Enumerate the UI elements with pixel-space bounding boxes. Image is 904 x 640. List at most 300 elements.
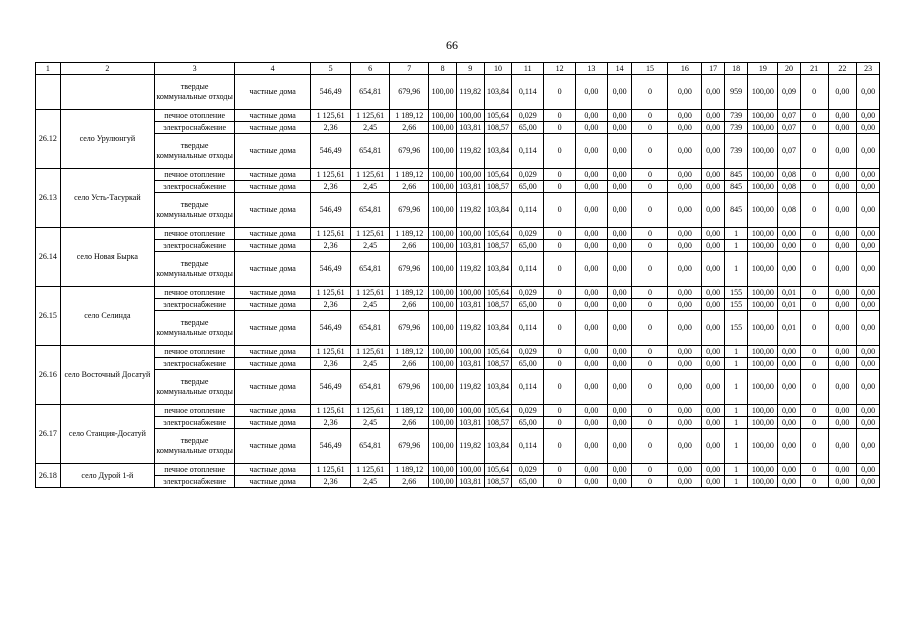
value-cell: 0,00: [668, 358, 702, 370]
value-cell: 0,029: [512, 464, 544, 476]
value-cell: 0,00: [857, 370, 880, 405]
housing-type-cell: частные дома: [235, 110, 311, 122]
service-type-cell: печное отопление: [155, 464, 235, 476]
table-row: [36, 122, 880, 134]
housing-type-cell: частные дома: [235, 240, 311, 252]
value-cell: 0,00: [668, 370, 702, 405]
value-cell: 0,00: [857, 240, 880, 252]
value-cell: 0,00: [828, 405, 857, 417]
value-cell: 0,01: [778, 311, 801, 346]
value-cell: 0,08: [778, 169, 801, 181]
value-cell: 0,00: [828, 311, 857, 346]
value-cell: 108,57: [484, 476, 512, 488]
value-cell: 100,00: [748, 405, 778, 417]
value-cell: 103,81: [456, 299, 484, 311]
value-cell: 0,00: [702, 75, 725, 110]
housing-type-cell: частные дома: [235, 429, 311, 464]
value-cell: 103,81: [456, 122, 484, 134]
value-cell: 100,00: [456, 110, 484, 122]
value-cell: 108,57: [484, 417, 512, 429]
value-cell: 1: [724, 240, 748, 252]
value-cell: 0,00: [702, 311, 725, 346]
value-cell: 100,00: [748, 252, 778, 287]
value-cell: 0,00: [828, 134, 857, 169]
value-cell: 1 125,61: [351, 405, 390, 417]
value-cell: 119,82: [456, 311, 484, 346]
value-cell: 0,00: [702, 181, 725, 193]
value-cell: 0: [544, 346, 576, 358]
value-cell: 0: [632, 370, 668, 405]
value-cell: 0,114: [512, 252, 544, 287]
value-cell: 679,96: [390, 75, 429, 110]
value-cell: 0,00: [607, 429, 632, 464]
service-type-cell: твердые коммунальные отходы: [155, 75, 235, 110]
value-cell: 0: [800, 370, 828, 405]
value-cell: 0,00: [576, 228, 608, 240]
value-cell: 0: [632, 476, 668, 488]
housing-type-cell: частные дома: [235, 346, 311, 358]
housing-type-cell: частные дома: [235, 228, 311, 240]
value-cell: 0,00: [828, 464, 857, 476]
value-cell: 100,00: [456, 169, 484, 181]
value-cell: 0,00: [607, 417, 632, 429]
value-cell: 0,00: [668, 346, 702, 358]
value-cell: 2,36: [311, 358, 351, 370]
value-cell: 1 125,61: [351, 110, 390, 122]
value-cell: 105,64: [484, 110, 512, 122]
value-cell: 2,36: [311, 417, 351, 429]
value-cell: 2,66: [390, 181, 429, 193]
header-cell: 2: [60, 63, 154, 75]
header-cell: 11: [512, 63, 544, 75]
value-cell: 0,00: [702, 370, 725, 405]
value-cell: 0,00: [778, 240, 801, 252]
value-cell: 0,029: [512, 228, 544, 240]
table-row: [36, 169, 880, 181]
value-cell: 0,00: [828, 169, 857, 181]
locality-name-cell: село Дурой 1-й: [60, 464, 154, 488]
value-cell: 0,00: [702, 252, 725, 287]
value-cell: 0,00: [668, 110, 702, 122]
value-cell: 0: [544, 358, 576, 370]
value-cell: 0,00: [668, 429, 702, 464]
number-cell: [36, 75, 61, 110]
value-cell: 0,00: [778, 370, 801, 405]
value-cell: 1 125,61: [311, 287, 351, 299]
value-cell: 0,00: [828, 299, 857, 311]
value-cell: 0,00: [576, 346, 608, 358]
value-cell: 739: [724, 122, 748, 134]
header-cell: 19: [748, 63, 778, 75]
value-cell: 2,66: [390, 417, 429, 429]
table-row: [36, 75, 880, 110]
value-cell: 0: [544, 405, 576, 417]
value-cell: 679,96: [390, 311, 429, 346]
value-cell: 1 189,12: [390, 405, 429, 417]
value-cell: 0,00: [668, 122, 702, 134]
value-cell: 0: [544, 370, 576, 405]
value-cell: 0,00: [668, 405, 702, 417]
value-cell: 0,00: [828, 252, 857, 287]
value-cell: 0,00: [576, 169, 608, 181]
service-type-cell: твердые коммунальные отходы: [155, 311, 235, 346]
header-cell: 1: [36, 63, 61, 75]
value-cell: 1 189,12: [390, 169, 429, 181]
value-cell: 1 125,61: [351, 287, 390, 299]
value-cell: 0: [632, 299, 668, 311]
value-cell: 0,00: [857, 110, 880, 122]
value-cell: 845: [724, 181, 748, 193]
value-cell: 0: [800, 252, 828, 287]
value-cell: 0,00: [576, 181, 608, 193]
value-cell: 119,82: [456, 370, 484, 405]
value-cell: 100,00: [748, 110, 778, 122]
value-cell: 0,114: [512, 134, 544, 169]
locality-number-cell: 26.15: [36, 287, 61, 346]
value-cell: 0,00: [702, 169, 725, 181]
service-type-cell: твердые коммунальные отходы: [155, 193, 235, 228]
value-cell: 0: [544, 464, 576, 476]
locality-number-cell: 26.14: [36, 228, 61, 287]
value-cell: 0: [544, 110, 576, 122]
header-cell: 5: [311, 63, 351, 75]
value-cell: 0,00: [576, 193, 608, 228]
value-cell: 100,00: [429, 240, 457, 252]
locality-number-cell: 26.13: [36, 169, 61, 228]
value-cell: 0,00: [828, 193, 857, 228]
value-cell: 65,00: [512, 417, 544, 429]
table-row: [36, 311, 880, 346]
value-cell: 1: [724, 346, 748, 358]
header-cell: 15: [632, 63, 668, 75]
table-row: [36, 370, 880, 405]
value-cell: 100,00: [748, 417, 778, 429]
value-cell: 0,00: [576, 370, 608, 405]
value-cell: 100,00: [429, 169, 457, 181]
value-cell: 0: [544, 134, 576, 169]
value-cell: 0,00: [778, 417, 801, 429]
table-row: [36, 405, 880, 417]
value-cell: 679,96: [390, 370, 429, 405]
header-cell: 6: [351, 63, 390, 75]
header-cell: 21: [800, 63, 828, 75]
value-cell: 0,00: [576, 240, 608, 252]
value-cell: 0,01: [778, 287, 801, 299]
value-cell: 100,00: [748, 228, 778, 240]
value-cell: 2,45: [351, 240, 390, 252]
value-cell: 0,00: [828, 228, 857, 240]
locality-number-cell: 26.18: [36, 464, 61, 488]
value-cell: 0,00: [857, 75, 880, 110]
value-cell: 0: [800, 110, 828, 122]
value-cell: 100,00: [429, 370, 457, 405]
value-cell: 100,00: [429, 122, 457, 134]
value-cell: 0: [544, 287, 576, 299]
value-cell: 0,00: [668, 464, 702, 476]
service-type-cell: электроснабжение: [155, 240, 235, 252]
housing-type-cell: частные дома: [235, 75, 311, 110]
value-cell: 0: [544, 252, 576, 287]
value-cell: 0,08: [778, 193, 801, 228]
value-cell: 0,00: [607, 240, 632, 252]
value-cell: 100,00: [456, 287, 484, 299]
housing-type-cell: частные дома: [235, 134, 311, 169]
value-cell: 0: [544, 169, 576, 181]
service-type-cell: печное отопление: [155, 228, 235, 240]
value-cell: 654,81: [351, 370, 390, 405]
value-cell: 2,36: [311, 181, 351, 193]
value-cell: 0,00: [576, 122, 608, 134]
value-cell: 0,00: [576, 134, 608, 169]
value-cell: 0,00: [607, 228, 632, 240]
value-cell: 546,49: [311, 252, 351, 287]
header-cell: 18: [724, 63, 748, 75]
value-cell: 100,00: [429, 464, 457, 476]
value-cell: 0,00: [857, 311, 880, 346]
value-cell: 0,00: [668, 228, 702, 240]
value-cell: 100,00: [748, 75, 778, 110]
value-cell: 0,00: [857, 193, 880, 228]
value-cell: 0: [632, 75, 668, 110]
value-cell: 103,81: [456, 240, 484, 252]
value-cell: 103,81: [456, 358, 484, 370]
value-cell: 100,00: [429, 405, 457, 417]
value-cell: 0: [632, 287, 668, 299]
value-cell: 103,84: [484, 75, 512, 110]
value-cell: 0: [800, 134, 828, 169]
locality-number-cell: 26.17: [36, 405, 61, 464]
value-cell: 0,00: [857, 346, 880, 358]
housing-type-cell: частные дома: [235, 252, 311, 287]
value-cell: 0,00: [778, 429, 801, 464]
value-cell: 0,00: [607, 169, 632, 181]
value-cell: 100,00: [429, 134, 457, 169]
value-cell: 0,00: [607, 311, 632, 346]
service-type-cell: электроснабжение: [155, 476, 235, 488]
header-cell: 12: [544, 63, 576, 75]
value-cell: 0,00: [828, 417, 857, 429]
housing-type-cell: частные дома: [235, 370, 311, 405]
value-cell: 65,00: [512, 476, 544, 488]
value-cell: 0: [800, 299, 828, 311]
value-cell: 0,00: [576, 287, 608, 299]
value-cell: 1: [724, 417, 748, 429]
service-type-cell: электроснабжение: [155, 122, 235, 134]
table-row: [36, 287, 880, 299]
value-cell: 65,00: [512, 181, 544, 193]
value-cell: 103,81: [456, 476, 484, 488]
value-cell: 546,49: [311, 193, 351, 228]
value-cell: 155: [724, 299, 748, 311]
value-cell: 0: [800, 429, 828, 464]
housing-type-cell: частные дома: [235, 417, 311, 429]
service-type-cell: электроснабжение: [155, 358, 235, 370]
value-cell: 100,00: [748, 358, 778, 370]
value-cell: 100,00: [748, 193, 778, 228]
locality-name-cell: село Восточный Досатуй: [60, 346, 154, 405]
table-row: [36, 134, 880, 169]
value-cell: 65,00: [512, 240, 544, 252]
value-cell: 0,00: [607, 287, 632, 299]
value-cell: 0,00: [668, 299, 702, 311]
table-row: [36, 252, 880, 287]
value-cell: 0,09: [778, 75, 801, 110]
locality-name-cell: село Урулюнгуй: [60, 110, 154, 169]
locality-name-cell: село Новая Бырка: [60, 228, 154, 287]
value-cell: 1 125,61: [311, 346, 351, 358]
value-cell: 0,00: [857, 228, 880, 240]
value-cell: 0: [544, 75, 576, 110]
value-cell: 2,36: [311, 122, 351, 134]
value-cell: 0: [632, 346, 668, 358]
value-cell: 103,84: [484, 429, 512, 464]
value-cell: 546,49: [311, 134, 351, 169]
value-cell: 100,00: [748, 370, 778, 405]
value-cell: 654,81: [351, 75, 390, 110]
value-cell: 0: [544, 240, 576, 252]
value-cell: 105,64: [484, 464, 512, 476]
value-cell: 100,00: [456, 346, 484, 358]
value-cell: 0,00: [828, 240, 857, 252]
value-cell: 679,96: [390, 252, 429, 287]
value-cell: 0,00: [607, 405, 632, 417]
value-cell: 1 125,61: [311, 228, 351, 240]
value-cell: 103,81: [456, 181, 484, 193]
value-cell: 100,00: [429, 346, 457, 358]
value-cell: 0,00: [857, 287, 880, 299]
value-cell: 1: [724, 429, 748, 464]
value-cell: 1 189,12: [390, 228, 429, 240]
value-cell: 0,00: [576, 75, 608, 110]
value-cell: 100,00: [748, 464, 778, 476]
value-cell: 1 189,12: [390, 287, 429, 299]
value-cell: 100,00: [456, 464, 484, 476]
value-cell: 0: [632, 429, 668, 464]
housing-type-cell: частные дома: [235, 476, 311, 488]
header-cell: 7: [390, 63, 429, 75]
value-cell: 100,00: [748, 240, 778, 252]
value-cell: 105,64: [484, 346, 512, 358]
value-cell: 0,00: [778, 405, 801, 417]
value-cell: 0,00: [576, 417, 608, 429]
service-type-cell: печное отопление: [155, 287, 235, 299]
service-type-cell: печное отопление: [155, 405, 235, 417]
header-cell: 16: [668, 63, 702, 75]
value-cell: 100,00: [748, 429, 778, 464]
value-cell: 0,00: [857, 252, 880, 287]
value-cell: 1: [724, 405, 748, 417]
value-cell: 100,00: [748, 346, 778, 358]
value-cell: 0,00: [857, 429, 880, 464]
value-cell: 0: [632, 252, 668, 287]
value-cell: 0,07: [778, 122, 801, 134]
value-cell: 2,66: [390, 240, 429, 252]
table-row: [36, 181, 880, 193]
value-cell: 100,00: [748, 134, 778, 169]
value-cell: 2,66: [390, 122, 429, 134]
value-cell: 0,00: [702, 476, 725, 488]
service-type-cell: электроснабжение: [155, 299, 235, 311]
value-cell: 100,00: [429, 429, 457, 464]
value-cell: 108,57: [484, 240, 512, 252]
housing-type-cell: частные дома: [235, 311, 311, 346]
value-cell: 0,00: [576, 252, 608, 287]
value-cell: 0,00: [607, 181, 632, 193]
value-cell: 65,00: [512, 299, 544, 311]
value-cell: 2,45: [351, 299, 390, 311]
value-cell: 0,00: [576, 311, 608, 346]
value-cell: 0: [632, 358, 668, 370]
value-cell: 0,029: [512, 287, 544, 299]
value-cell: 0: [544, 311, 576, 346]
value-cell: 0,00: [702, 358, 725, 370]
value-cell: 100,00: [429, 75, 457, 110]
value-cell: 0,00: [607, 75, 632, 110]
value-cell: 0: [632, 240, 668, 252]
value-cell: 100,00: [748, 311, 778, 346]
value-cell: 0,114: [512, 193, 544, 228]
value-cell: 546,49: [311, 429, 351, 464]
service-type-cell: печное отопление: [155, 346, 235, 358]
housing-type-cell: частные дома: [235, 169, 311, 181]
table-body: [36, 75, 880, 488]
value-cell: 1: [724, 370, 748, 405]
value-cell: 0,00: [576, 405, 608, 417]
service-type-cell: твердые коммунальные отходы: [155, 252, 235, 287]
value-cell: 0: [544, 476, 576, 488]
value-cell: 0,00: [702, 122, 725, 134]
value-cell: 0,00: [668, 287, 702, 299]
value-cell: 0,00: [607, 476, 632, 488]
value-cell: 1 125,61: [311, 464, 351, 476]
value-cell: 0,00: [668, 311, 702, 346]
value-cell: 0: [800, 193, 828, 228]
value-cell: 0,029: [512, 169, 544, 181]
value-cell: 0,00: [668, 75, 702, 110]
value-cell: 959: [724, 75, 748, 110]
value-cell: 1 189,12: [390, 464, 429, 476]
value-cell: 0,00: [607, 358, 632, 370]
value-cell: 0,00: [778, 346, 801, 358]
value-cell: 0,07: [778, 134, 801, 169]
value-cell: 0,00: [702, 464, 725, 476]
service-type-cell: твердые коммунальные отходы: [155, 370, 235, 405]
value-cell: 100,00: [429, 299, 457, 311]
value-cell: 0,07: [778, 110, 801, 122]
value-cell: 2,66: [390, 358, 429, 370]
value-cell: 0,114: [512, 75, 544, 110]
service-type-cell: электроснабжение: [155, 181, 235, 193]
header-cell: 8: [429, 63, 457, 75]
value-cell: 100,00: [429, 193, 457, 228]
value-cell: 0,00: [828, 181, 857, 193]
value-cell: 0,00: [607, 122, 632, 134]
header-cell: 3: [155, 63, 235, 75]
value-cell: 0: [632, 122, 668, 134]
value-cell: 1 125,61: [351, 169, 390, 181]
header-cell: 13: [576, 63, 608, 75]
value-cell: 0,00: [668, 240, 702, 252]
value-cell: 0,00: [607, 110, 632, 122]
value-cell: 0,00: [668, 181, 702, 193]
value-cell: 0: [800, 358, 828, 370]
value-cell: 0,029: [512, 405, 544, 417]
value-cell: 1: [724, 228, 748, 240]
value-cell: 100,00: [748, 122, 778, 134]
value-cell: 654,81: [351, 429, 390, 464]
table-row: [36, 464, 880, 476]
value-cell: 0,114: [512, 311, 544, 346]
